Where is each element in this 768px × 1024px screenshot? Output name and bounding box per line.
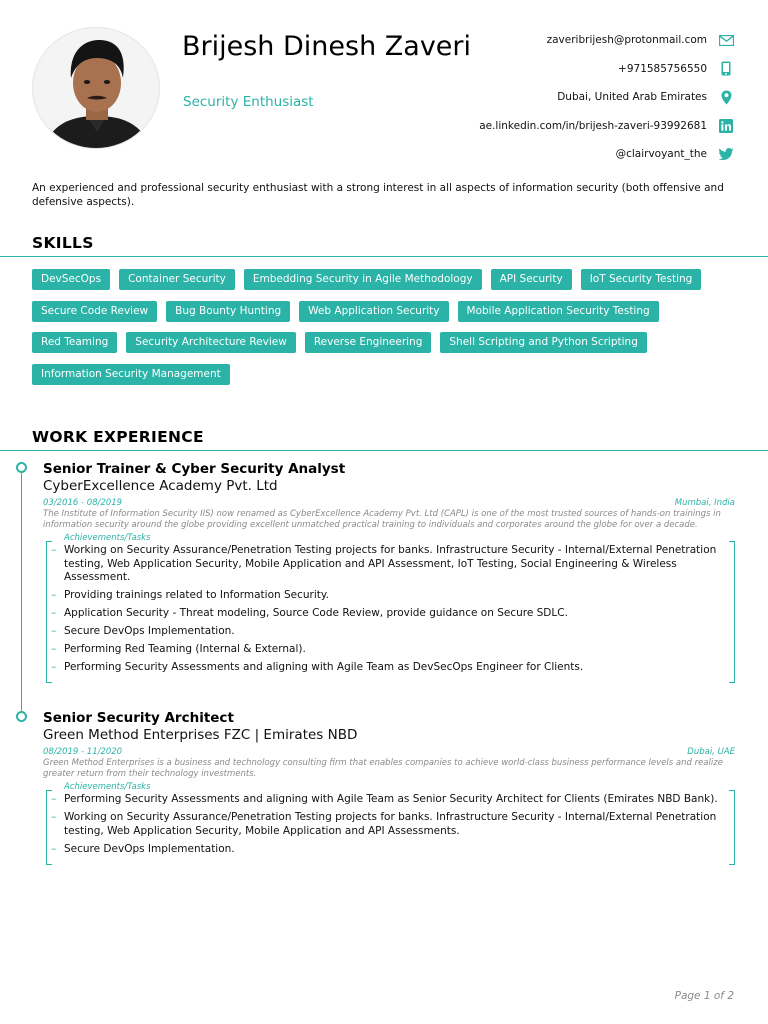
contact-twitter-text[interactable]: @clairvoyant_the — [615, 148, 707, 161]
contact-location-text: Dubai, United Arab Emirates — [557, 91, 707, 104]
achievement-item: – Providing trainings related to Information Security. — [51, 589, 329, 601]
skill-tag: Secure Code Review — [32, 301, 157, 322]
page-number: Page 1 of 2 — [674, 990, 734, 1002]
achievements-label: Achievements/Tasks — [64, 533, 151, 543]
contact-linkedin[interactable] — [414, 112, 734, 141]
contact-phone[interactable] — [414, 55, 734, 84]
job-description: Green Method Enterprises is a business and technology consulting firm that enables companies to achieve world-class business performance levels and realize greater return from their technology investments. — [43, 758, 723, 779]
achievement-item: – Performing Security Assessments and aligning with Agile Team as DevSecOps Engineer for Clients. — [51, 661, 584, 673]
skill-row — [32, 332, 732, 353]
skills-heading: SKILLS — [32, 234, 94, 252]
job-company: Green Method Enterprises FZC | Emirates NBD — [43, 727, 358, 743]
contact-email[interactable] — [414, 26, 734, 55]
skill-row — [32, 269, 732, 290]
achievement-item: – Performing Security Assessments and aligning with Agile Team as Senior Security Architect for Clients (Emirates NBD Bank). — [51, 793, 718, 805]
achievement-item: – Secure DevOps Implementation. — [51, 842, 235, 855]
skills-list — [32, 269, 732, 395]
contact-linkedin-text[interactable]: ae.linkedin.com/in/brijesh-zaveri-93992681 — [479, 119, 707, 132]
skill-tag: Embedding Security in Agile Methodology — [244, 269, 482, 290]
achievement-item: – Performing Red Teaming (Internal & External). — [51, 643, 306, 655]
job-entry — [43, 461, 735, 683]
skill-tag: Information Security Management — [32, 364, 230, 385]
bracket-right — [729, 790, 735, 865]
timeline-dot — [16, 462, 27, 473]
job-entry — [43, 710, 735, 865]
location-icon — [718, 89, 734, 105]
contact-phone-text[interactable]: +971585756550 — [618, 62, 707, 75]
contact-email-text[interactable]: zaveribrijesh@protonmail.com — [546, 34, 707, 47]
skill-tag: Web Application Security — [299, 301, 448, 322]
profile-photo — [32, 27, 160, 149]
skills-divider — [0, 256, 768, 257]
job-meta — [43, 747, 735, 758]
skill-tag: IoT Security Testing — [581, 269, 702, 290]
skill-row — [32, 364, 732, 385]
contact-location — [414, 83, 734, 112]
skill-tag: DevSecOps — [32, 269, 110, 290]
skill-tag: Shell Scripting and Python Scripting — [440, 332, 647, 353]
skill-row — [32, 301, 732, 322]
skill-tag: Mobile Application Security Testing — [458, 301, 659, 322]
skill-tag: Security Architecture Review — [126, 332, 296, 353]
timeline-dot — [16, 711, 27, 722]
skill-tag: Container Security — [119, 269, 235, 290]
job-role: Senior Security Architect — [43, 710, 234, 726]
candidate-name: Brijesh Dinesh Zaveri — [182, 31, 472, 62]
achievement-item: – Working on Security Assurance/Penetration Testing projects for banks. Infrastructure Security - Internal/External Penetration testing, Web Application Security, Mobile Application and API Assessment, IoT Testing, Social Engineering & Wireless Assessment. — [51, 544, 717, 583]
achievement-item: – Application Security - Threat modeling, Source Code Review, provide guidance on Secure SDLC. — [51, 607, 568, 619]
experience-heading: WORK EXPERIENCE — [32, 428, 204, 446]
job-company: CyberExcellence Academy Pvt. Ltd — [43, 478, 278, 494]
phone-icon — [718, 61, 734, 77]
achievement-item: – Secure DevOps Implementation. — [51, 625, 235, 637]
skill-tag: Reverse Engineering — [305, 332, 432, 353]
achievements-box — [43, 533, 735, 683]
experience-divider — [0, 450, 768, 451]
achievements-label: Achievements/Tasks — [64, 782, 151, 792]
candidate-title: Security Enthusiast — [183, 94, 314, 110]
contact-list — [414, 26, 734, 169]
contact-twitter[interactable] — [414, 140, 734, 169]
skill-tag: API Security — [491, 269, 572, 290]
achievements-list — [43, 544, 735, 675]
job-meta — [43, 498, 735, 509]
bracket-right — [729, 541, 735, 683]
job-location: Dubai, UAE — [687, 747, 735, 757]
achievements-box — [43, 782, 735, 865]
timeline-line — [21, 470, 22, 718]
linkedin-icon — [718, 118, 734, 134]
job-role: Senior Trainer & Cyber Security Analyst — [43, 461, 346, 477]
profile-summary: An experienced and professional security enthusiast with a strong interest in all aspects of information security (both offensive and defensive aspects). — [32, 182, 724, 208]
job-dates: 03/2016 - 08/2019 — [43, 498, 123, 508]
mail-icon — [718, 32, 734, 48]
twitter-icon — [718, 146, 734, 162]
skill-tag: Red Teaming — [32, 332, 117, 353]
achievements-list — [43, 793, 735, 856]
job-location: Mumbai, India — [674, 498, 735, 508]
achievement-item: – Working on Security Assurance/Penetration Testing projects for banks. Infrastructure Security - Internal/External Penetration testing, Web Application Security, Mobile Application and API Assessments. — [51, 811, 717, 837]
skill-tag: Bug Bounty Hunting — [166, 301, 290, 322]
job-dates: 08/2019 - 11/2020 — [43, 747, 123, 757]
job-description: The Institute of Information Security IIS) now renamed as CyberExcellence Academy Pvt. Ltd (CAPL) is one of the most trusted sources of hands-on trainings in information security around the globe providing excellent unmatched practical training to individuals and corporates around the globe for over a decade. — [43, 509, 721, 530]
